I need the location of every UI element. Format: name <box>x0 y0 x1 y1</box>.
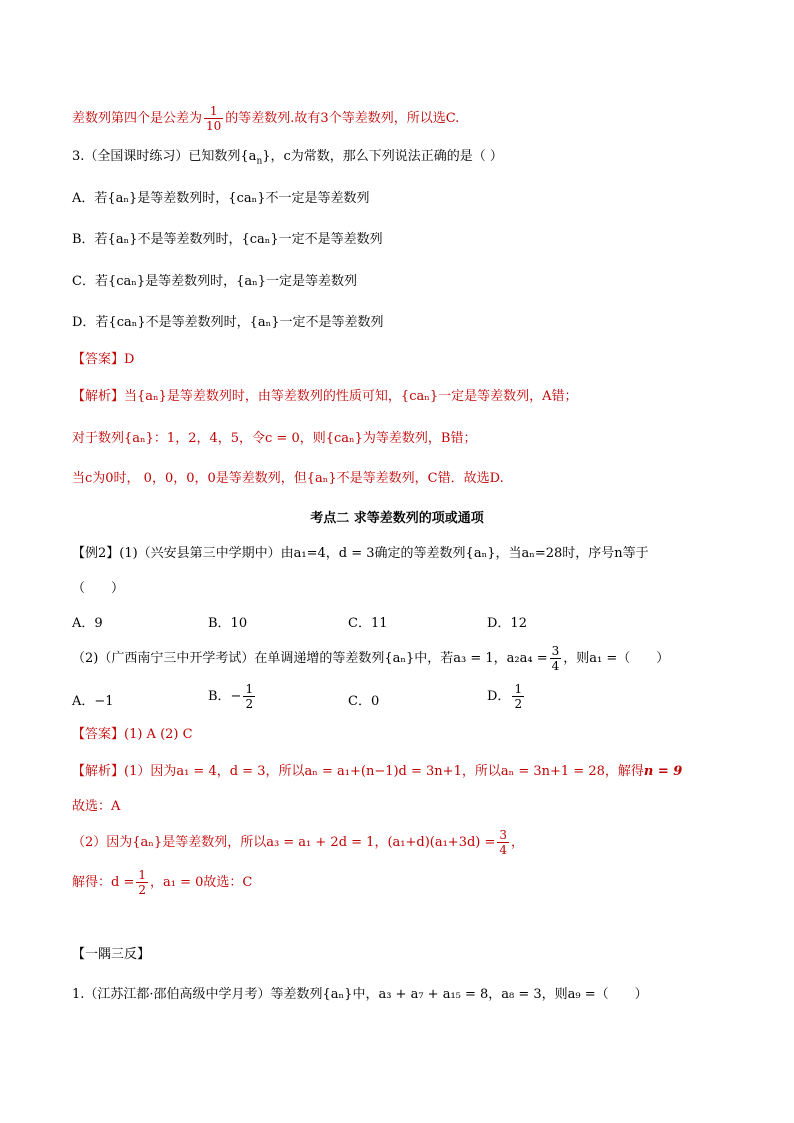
fraction <box>497 828 509 857</box>
text: ，则a₁ =（ ） <box>563 651 670 666</box>
continuation-line <box>72 104 459 133</box>
numerator: 1 <box>245 682 254 696</box>
answer-q3: 【答案】D <box>72 352 135 367</box>
subscript: n <box>256 156 263 167</box>
text: 3.（全国课时练习）已知数列{a <box>72 149 257 164</box>
text: 解得：d = <box>72 875 135 890</box>
denominator: 2 <box>138 883 146 897</box>
denominator: 2 <box>245 697 254 711</box>
p1-option-c: C．11 <box>348 616 388 631</box>
text: D． <box>487 689 511 704</box>
example-2-part-1-line2: （ ） <box>72 581 125 596</box>
denominator: 4 <box>499 843 508 857</box>
text: 【解析】(1）因为a₁ = 4，d = 3，所以aₙ = a₁+(n−1)d = 3n+1，所以aₙ = 3n+1 = 28，解得 <box>72 764 644 779</box>
answer-example-2: 【答案】(1) A (2) C <box>72 727 193 742</box>
analysis-example-2-line2: 故选：A <box>72 799 121 814</box>
fraction <box>136 868 148 897</box>
analysis-q3-line2: 对于数列{aₙ}：1，2，4，5，令c = 0，则{caₙ}为等差数列，B错； <box>72 431 477 446</box>
question-3-stem <box>72 148 503 171</box>
numerator: 3 <box>551 644 560 658</box>
numerator: 1 <box>138 868 146 882</box>
text: （2）因为{aₙ}是等差数列，所以a₃ = a₁ + 2d = 1，(a₁+d)(a₁+3d) = <box>72 835 496 850</box>
fraction <box>243 682 255 711</box>
example-2-part-2 <box>72 644 669 673</box>
denominator: 2 <box>514 697 523 711</box>
option-a: A．若{aₙ}是等差数列时，{caₙ}不一定是等差数列 <box>72 191 370 206</box>
option-c: C．若{caₙ}是等差数列时，{aₙ}一定是等差数列 <box>72 274 358 289</box>
text: （2)（广西南宁三中开学考试）在单调递增的等差数列{aₙ}中，若a₃ = 1，a₂a₄ = <box>72 651 548 666</box>
p1-option-a: A．9 <box>72 616 103 631</box>
text: 差数列第四个是公差为 <box>72 111 203 126</box>
p2-option-c: C．0 <box>348 694 380 709</box>
p2-option-d <box>487 682 526 711</box>
bold-result: n = 9 <box>643 764 683 779</box>
numerator: 1 <box>514 682 523 696</box>
numerator: 1 <box>204 104 223 119</box>
text: ， <box>511 835 525 850</box>
text: }，c为常数，那么下列说法正确的是（ ） <box>262 149 503 164</box>
p1-option-d: D．12 <box>487 616 527 631</box>
numerator: 3 <box>499 828 508 842</box>
text: ，a₁ = 0故选：C <box>150 875 253 890</box>
section-title: 考点二 求等差数列的项或通项 <box>310 511 484 526</box>
p1-option-b: B．10 <box>208 616 248 631</box>
p2-option-b <box>208 682 257 711</box>
fraction <box>550 644 562 673</box>
fraction <box>204 104 223 133</box>
text: 的等差数列.故有3个等差数列，所以选C. <box>225 111 460 126</box>
text: B．− <box>208 689 242 704</box>
analysis-q3-line3: 当c为0时， 0，0，0，0是等差数列，但{aₙ}不是等差数列，C错．故选D. <box>72 471 504 486</box>
analysis-example-2-line4 <box>72 868 252 897</box>
analysis-example-2-line3 <box>72 828 524 857</box>
denominator: 4 <box>551 659 560 673</box>
analysis-q3-line1: 【解析】当{aₙ}是等差数列时，由等差数列的性质可知，{caₙ}一定是等差数列，A错； <box>72 389 578 404</box>
p2-option-a: A．−1 <box>72 694 114 709</box>
example-2-part-1-line1: 【例2】(1)（兴安县第三中学期中）由a₁=4，d = 3确定的等差数列{aₙ}，当aₙ=28时，序号n等于 <box>72 546 649 561</box>
fraction <box>512 682 524 711</box>
practice-title: 【一隅三反】 <box>72 947 151 962</box>
option-b: B．若{aₙ}不是等差数列时，{caₙ}一定不是等差数列 <box>72 232 383 247</box>
option-d: D．若{caₙ}不是等差数列时，{aₙ}一定不是等差数列 <box>72 315 384 330</box>
analysis-example-2-line1 <box>72 763 682 781</box>
denominator: 10 <box>206 119 222 133</box>
practice-question-1: 1.（江苏江都·邵伯高级中学月考）等差数列{aₙ}中，a₃ + a₇ + a₁₅ = 8，a₈ = 3，则a₉ =（ ） <box>72 987 648 1002</box>
